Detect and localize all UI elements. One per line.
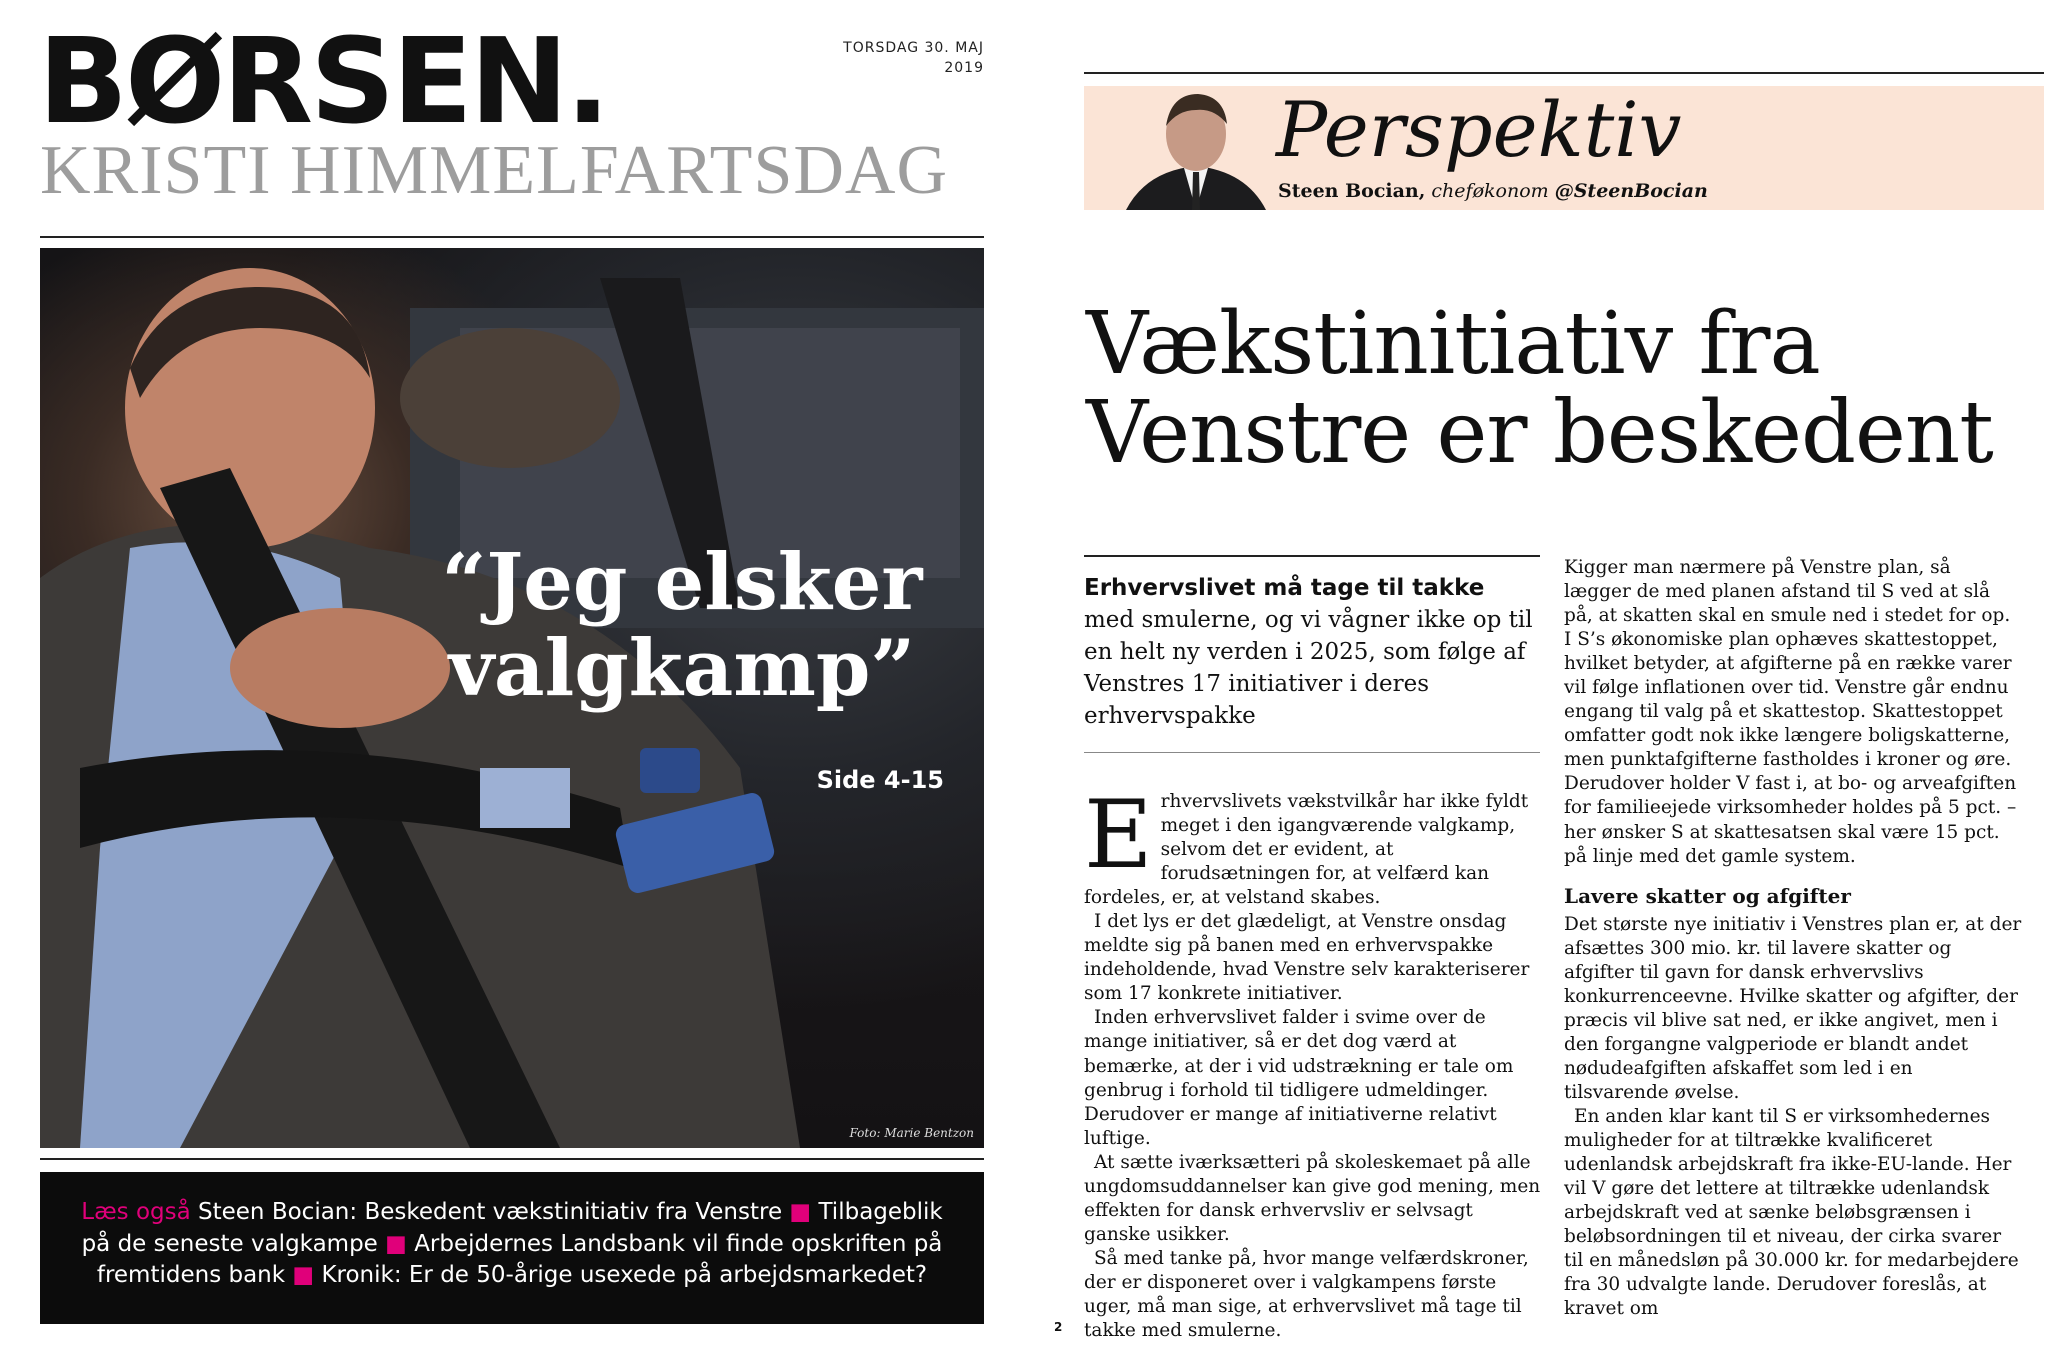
teaser-item-3[interactable]: Arbejdernes Landsbank vil finde opskriften på fremtidens bank bbox=[96, 1230, 943, 1289]
page-number: 2 bbox=[1054, 1320, 1063, 1334]
headrest-shape bbox=[400, 328, 620, 468]
article-paragraph: I det lys er det glædeligt, at Venstre onsdag meldte sig på banen med en erhvervspakke indeholdende, hvad Venstre selv karakteriserer som 17 konkrete initiativer. bbox=[1084, 911, 1530, 1005]
article-paragraph: Så med tanke på, hvor mange velfærdskroner, der er disponeret over i valgkampens første uger, må man sige, at erhvervslivet må tage til takke med smulerne. bbox=[1084, 1247, 1529, 1342]
teaser-item-1[interactable]: Steen Bocian: Beskedent vækstinitiativ fra Venstre bbox=[198, 1199, 783, 1225]
section-title: Perspektiv bbox=[1276, 85, 1682, 174]
article-subheading: Lavere skatter og afgifter bbox=[1564, 883, 1851, 908]
cover-quote-line2: valgkamp” bbox=[448, 622, 916, 714]
cover-bottom-rule bbox=[40, 1158, 984, 1160]
article-top-rule bbox=[1084, 72, 2044, 74]
teaser-item-4[interactable]: Kronik: Er de 50-årige usexede på arbejdsmarkedet? bbox=[321, 1262, 928, 1289]
author-byline bbox=[1278, 180, 1708, 202]
article-paragraph bbox=[1084, 781, 1542, 910]
lead-top-rule bbox=[1084, 555, 1540, 557]
dateline-year: 2019 bbox=[944, 60, 984, 77]
photo-credit: Foto: Marie Bentzon bbox=[849, 1126, 974, 1140]
author-portrait bbox=[1096, 86, 1296, 210]
teaser-box bbox=[40, 1172, 984, 1324]
article-paragraph: At sætte iværksætteri på skoleskemaet på alle ungdomsuddannelser kan give god mening, men effekten for dansk erhvervsliv er selvsagt ganske usikker. bbox=[1084, 1151, 1541, 1245]
lead-kicker: Erhvervslivet må tage til takke bbox=[1084, 575, 1485, 601]
hand-shape bbox=[230, 608, 450, 728]
shirt-cuff bbox=[480, 768, 570, 828]
masthead-logo: BØRSEN. bbox=[38, 12, 608, 150]
lead-bottom-rule bbox=[1084, 752, 1540, 753]
article-paragraph: Det største nye initiativ i Venstres plan er, at der afsættes 300 mio. kr. til lavere skatter og afgifter til gavn for dansk erhvervslivs konkurrenceevne. Hvilke skatter og afgifter, der præcis vil blive sat ned, er ikke angivet, men i den forgangne valgperiode er blandt andet nødudeafgiften afskaffet som led i en tilsvarende øvelse. bbox=[1564, 913, 2022, 1103]
article-column-2 bbox=[1564, 556, 2022, 1321]
cover-top-rule bbox=[40, 236, 984, 238]
teaser-separator-icon: ■ bbox=[789, 1199, 812, 1225]
cover-photo bbox=[40, 248, 984, 1148]
article-headline bbox=[1086, 294, 2026, 484]
dateline-day: TORSDAG 30. MAJ bbox=[843, 40, 984, 56]
author-role: cheføkonom bbox=[1425, 180, 1555, 202]
teaser-separator-icon: ■ bbox=[385, 1230, 407, 1257]
author-handle[interactable]: @SteenBocian bbox=[1554, 180, 1708, 202]
teaser-lead: Læs også bbox=[81, 1199, 191, 1225]
cover-quote-line1: “Jeg elsker bbox=[441, 537, 923, 628]
paragraph-text: rhvervslivets vækstvilkår har ikke fyldt meget i den igangværende valgkamp, selvom det er evident, at forudsætningen for, at velfærd kan fordeles, er, at velstand skabes. bbox=[1084, 791, 1529, 909]
lead-body: med smulerne, og vi vågner ikke op til en helt ny verden i 2025, som følge af Venstres 17 initiativer i deres erhvervspakke bbox=[1084, 606, 1533, 729]
article-column-1 bbox=[1084, 781, 1542, 1343]
article-paragraph: Kigger man nærmere på Venstre plan, så lægger de med planen afstand til S ved at slå på, at skatten skal en smule ned i stedet for op. I S’s økonomiske plan ophæves skattestoppet, hvilket betyder, at afgifterne på en række varer vil følge inflationen over tid. Venstre går endnu engang til valg på et skattestop. Skattestoppet omfatter godt nok ikke længere boligskatterne, men punktafgifterne fastholdes i kroner og øre. Derudover holder V fast i, at bo- og arveafgiften for familieejede virksomheder holdes på 5 pct. – her ønsker S at skattesatsen skal være 15 pct. på linje med det gamle system. bbox=[1564, 557, 2017, 867]
cover-quote bbox=[422, 537, 942, 714]
article-lead bbox=[1084, 573, 1540, 733]
article-paragraph: Inden erhvervslivet falder i svime over de mange initiativer, så er det dog værd at bemærke, at der i vid udstrækning er tale om genbrug i forhold til tidligere udmeldinger. Derudover er mange af initiativerne relativt luftige. bbox=[1084, 1007, 1514, 1149]
edition-subhead: KRISTI HIMMELFARTSDAG bbox=[40, 132, 949, 209]
portrait-tie bbox=[1192, 172, 1200, 210]
article-paragraph: En anden klar kant til S er virksomhedernes muligheder for at tiltrække kvalificeret udenlandsk arbejdskraft fra ikke-EU-lande. Her vil V gøre det lettere at tiltrække udenlandsk arbejdskraft ved at sænke beløbsgrænsen i beløbsordningen til et niveau, der cirka svarer til en månedsløn på 30.000 kr. for medarbejdere fra 30 udvalgte lande. Derudover foreslås, at kravet om bbox=[1564, 1105, 2019, 1320]
headline-line2: Venstre er beskedent bbox=[1086, 383, 1993, 484]
headline-line1: Vækstinitiativ fra bbox=[1086, 294, 1820, 394]
dateline bbox=[820, 38, 984, 79]
author-name: Steen Bocian, bbox=[1278, 180, 1426, 202]
cover-page-reference[interactable]: Side 4-15 bbox=[816, 766, 944, 794]
teaser-item-2[interactable]: Tilbageblik på de seneste valgkampe bbox=[81, 1199, 943, 1257]
drop-cap: E bbox=[1084, 781, 1153, 890]
teaser-separator-icon: ■ bbox=[292, 1262, 315, 1289]
wrapper-shape bbox=[640, 748, 700, 793]
